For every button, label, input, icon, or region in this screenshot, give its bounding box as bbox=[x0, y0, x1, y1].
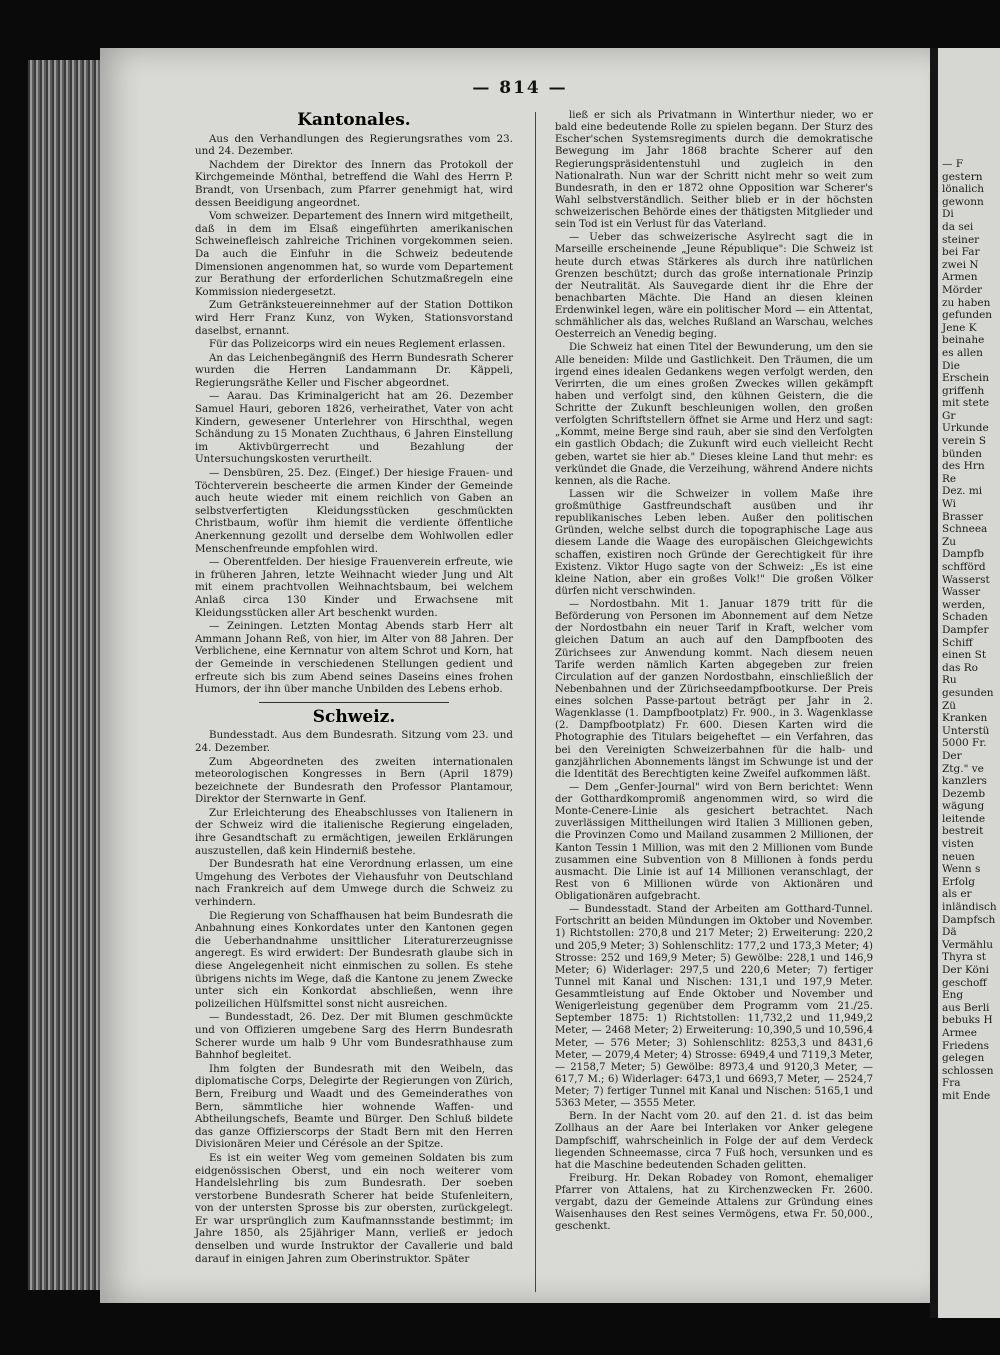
next-page-fragment: zu haben bbox=[942, 296, 991, 309]
next-page-fragment: Wenn s bbox=[942, 863, 981, 876]
kantonales-articles bbox=[195, 133, 513, 696]
left-column bbox=[195, 110, 513, 1266]
article-paragraph: — Dem „Genfer-Journal" wird von Bern berichtet: Wenn der Gotthardkompromiß angenommen wird, so wird die Monte-Cenere-Linie als gesichert betrachtet. Nach zuverlässigen Mittheilungen wird Italien 3 Millionen geben, die Provinzen Como und Mailand zusammen 2 Millionen, der Kanton Tessin 1 Million, was mit den 2 Millionen vom Bunde zusammen eine Subvention von 8 Millionen à fonds perdu ausmacht. Die Linie ist auf 14 Millionen veranschlagt, der Rest von 6 Millionen würde von Aktionären und Obligationären aufgebracht. bbox=[555, 781, 873, 902]
article-paragraph: Ihm folgten der Bundesrath mit den Weibeln, das diplomatische Corps, Delegirte der Regierungen von Zürich, Bern, Freiburg und Waadt und des Gemeinderathes von Bern, sämmtliche hier wohnende Waffen- und Abtheilungschefs, Beamte und Bürger. Den Schluß bildete das ganze Offizierscorps der Stadt Bern mit den Herren Divisionären Meier und Cérésole an der Spitze. bbox=[195, 1062, 513, 1151]
next-page-fragment: Gr bbox=[942, 409, 956, 422]
next-page-fragment: 5000 Fr. bbox=[942, 737, 987, 750]
next-page-fragment: Fra bbox=[942, 1077, 961, 1090]
next-page-fragments bbox=[938, 158, 1000, 1103]
article-paragraph: Zur Erleichterung des Eheabschlusses von Italienern in der Schweiz wird die italienische Regierung eingeladen, ihre Gesandtschaft zu ermächtigen, jeweilen Erklärungen auszustellen, daß kein Hinderniß bestehe. bbox=[195, 806, 513, 857]
article-paragraph: — Bundesstadt. Stand der Arbeiten am Gotthard-Tunnel. Fortschritt an beiden Mündungen im Oktober und November. 1) Richtstollen: 270,8 und 217 Meter; 2) Erweiterung: 220,2 und 205,9 Meter; 3) Sohlenschlitz: 177,2 und 173,3 Meter; 4) Strosse: 252 und 169,9 Meter; 5) Gewölbe: 228,1 und 146,9 Meter; 6) Widerlager: 297,5 und 220,6 Meter; 7) fertiger Tunnel mit Kanal und Nischen: 131,1 und 197,9 Meter. Gesammtleistung auf Ende Oktober und November und Wenigerleistung gegenüber dem Programm vom 21./25. September 1875: 1) Richtstollen: 11,732,2 und 11,949,2 Meter, — 2468 Meter; 2) Erweiterung: 10,390,5 und 10,596,4 Meter, — 576 Meter; 3) Sohlenschlitz: 8253,3 und 8431,6 Meter, — 2079,4 Meter; 4) Strosse: 6949,4 und 7119,3 Meter, — 2158,7 Meter; 5) Gewölbe: 8973,4 und 9120,3 Meter, — 617,7 M.; 6) Widerlager: 6473,1 und 6693,7 Meter, — 2524,7 Meter; 7) fertiger Tunnel mit Kanal und Nischen: 5165,1 und 5363 Meter, — 3555 Meter. bbox=[555, 904, 873, 1110]
next-page-fragment: werden, bbox=[942, 598, 986, 611]
next-page-fragment: des Hrn bbox=[942, 460, 985, 473]
next-page-fragment: bünden bbox=[942, 447, 982, 460]
next-page-fragment: Zü bbox=[942, 699, 957, 712]
next-page-fragment: Dampfb bbox=[942, 548, 984, 561]
article-paragraph: — Aarau. Das Kriminalgericht hat am 26. Dezember Samuel Hauri, geboren 1826, verheirathet, Vater von acht Kindern, gewesener Unterlehrer von Hirschthal, wegen Schändung zu 15 Monaten Zuchthaus, 6 Jahren Einstellung im Aktivbürgerrecht und Bezahlung der Untersuchungskosten verurtheilt. bbox=[195, 390, 513, 466]
next-page-fragment: gesunden bbox=[942, 686, 994, 699]
next-page-fragment: Thyra st bbox=[942, 951, 986, 964]
next-page-fragment: wägung bbox=[942, 800, 985, 813]
section-title-schweiz: Schweiz. bbox=[312, 706, 396, 727]
next-page-fragment: gelegen bbox=[942, 1052, 985, 1065]
article-paragraph: ließ er sich als Privatmann in Winterthur nieder, wo er bald eine bedeutende Rolle zu spielen begann. Der Sturz des Escher'schen Systemsregiments durch die demokratische Bewegung im Jahr 1868 brachte Scherer auf den Regierungspräsidentenstuhl und zugleich in den Nationalrath. Nun war der Schritt nicht mehr so weit zum Bundesrath, in den er 1872 ohne Opposition war Scherer's Wahl selbstverständlich. Seither blieb er in der höchsten schweizerischen Behörde eines der thätigsten Mitglieder und sein Tod ist ein Verlust für das Vaterland. bbox=[555, 110, 873, 231]
next-page-fragment: verein S bbox=[942, 435, 987, 448]
next-page-fragment: Brasser bbox=[942, 510, 984, 523]
article-paragraph: — Oberentfelden. Der hiesige Frauenverein erfreute, wie in früheren Jahren, letzte Weihnacht wieder Jung und Alt mit einem prachtvollen Weihnachtsbaum, bei welchem Anlaß circa 130 Kinder und Erwachsene mit Kleidungsstücken aller Art beschenkt wurden. bbox=[195, 556, 513, 619]
next-page-fragment: steiner bbox=[942, 233, 980, 246]
next-page-fragment: Erfolg bbox=[942, 875, 975, 888]
article-paragraph: Freiburg. Hr. Dekan Robadey von Romont, ehemaliger Pfarrer von Attalens, hat zu Kirchenzwecken Fr. 2600. vergabt, dazu der Gemeinde Attalens zur Gründung eines Waisenhauses den Rest seines Vermögens, etwa Fr. 50,000., geschenkt. bbox=[555, 1172, 873, 1233]
next-page-fragment: inländisch bbox=[942, 901, 997, 914]
next-page-fragment: Friedens bbox=[942, 1039, 989, 1052]
next-page-fragment: Wi bbox=[942, 498, 956, 511]
next-page-fragment: griffenh bbox=[942, 384, 985, 397]
section-title-kantonales: Kantonales. bbox=[297, 110, 411, 130]
next-page-fragment: leitende bbox=[942, 812, 986, 825]
next-page-fragment: lönalich bbox=[942, 183, 985, 196]
right-column-articles bbox=[555, 110, 873, 1234]
next-page-fragment: Dezemb bbox=[942, 787, 986, 800]
article-paragraph: Bundesstadt. Aus dem Bundesrath. Sitzung vom 23. und 24. Dezember. bbox=[195, 729, 513, 754]
next-page-fragment: Urkunde bbox=[942, 422, 989, 435]
next-page-fragment: Unterstü bbox=[942, 724, 990, 737]
next-page-fragment: gestern bbox=[942, 170, 983, 183]
next-page-fragment: einen St bbox=[942, 649, 987, 662]
next-page-fragment: gewonn bbox=[942, 195, 984, 208]
next-page-fragment: das Ro bbox=[942, 661, 978, 674]
next-page-fragment: schlossen bbox=[942, 1064, 994, 1077]
next-page-fragment: gefunden bbox=[942, 309, 993, 322]
next-page-fragment: Kranken bbox=[942, 712, 988, 725]
article-paragraph: Lassen wir die Schweizer in vollem Maße ihre großmüthige Gastfreundschaft ausüben und ihr republikanisches Leben leben. Außer den politischen Gründen, welche selbst durch die topographische Lage aus diesem Lande die Waage des europäischen Gleichgewichts schaffen, existiren noch Gründe der Gerechtigkeit für ihre Existenz. Viktor Hugo sagte von der Schweiz: „Es ist eine kleine Nation, aber ein großes Volk!" Die großen Völker dürfen nicht verschwinden. bbox=[555, 488, 873, 597]
next-page-fragment: Dampfsch bbox=[942, 913, 996, 926]
next-page-fragment: Wasserst bbox=[942, 573, 990, 586]
next-page-fragment: bestreit bbox=[942, 825, 984, 838]
next-page-fragment: Wasser bbox=[942, 586, 981, 599]
next-page-fragment: Armen bbox=[942, 271, 978, 284]
article-paragraph: — Densbüren, 25. Dez. (Eingef.) Der hiesige Frauen- und Töchterverein bescheerte die armen Kinder der Gemeinde auch heute wieder mit einem reichlich von Gaben an selbstverfertigten Kleidungsstücken geschmückten Christbaum, wofür ihm hiemit die verdiente öffentliche Anerkennung gezollt und derselbe dem Wohlwollen edler Menschenfreunde empfohlen wird. bbox=[195, 467, 513, 555]
next-page-fragment: geschoff bbox=[942, 976, 987, 989]
article-paragraph: — Bundesstadt, 26. Dez. Der mit Blumen geschmückte und von Offizieren umgebene Sarg des Herrn Bundesrath Scherer wurde um halb 9 Uhr vom Bundesrathhause zum Bahnhof begleitet. bbox=[195, 1011, 513, 1062]
next-page-edge bbox=[938, 48, 1000, 1318]
next-page-fragment: zwei N bbox=[942, 258, 979, 271]
article-paragraph: Der Bundesrath hat eine Verordnung erlassen, um eine Umgehung des Verbotes der Viehausfuhr von Deutschland nach Frankreich auf dem Umwege durch die Schweiz zu verhindern. bbox=[195, 858, 513, 909]
next-page-fragment: mit stete bbox=[942, 397, 990, 410]
next-page-fragment: da sei bbox=[942, 220, 974, 233]
article-paragraph: — Ueber das schweizerische Asylrecht sagt die in Marseille erscheinende „Jeune République": Die Schweiz ist heute durch etwas Stärkeres als durch ihre natürlichen Grenzen beschützt; durch das große internationale Prinzip der Neutralität. Als Sauvegarde dient ihr die Ehre der benachbarten Mächte. Die Hand an diesen kleinen Erdenwinkel legen, wäre ein politischer Mord — ein Attentat, schmählicher als das, welches Rußland an Warschau, welches Oesterreich an Venedig beging. bbox=[555, 232, 873, 341]
next-page-fragment: Di bbox=[942, 208, 954, 221]
next-page-fragment: bebuks H bbox=[942, 1014, 993, 1027]
newspaper-page bbox=[100, 48, 940, 1303]
next-page-fragment: Jene K bbox=[942, 321, 977, 334]
next-page-fragment: Mörder bbox=[942, 283, 983, 296]
column-divider bbox=[535, 112, 536, 1292]
schweiz-articles bbox=[195, 729, 513, 1265]
next-page-fragment: Dä bbox=[942, 926, 957, 939]
next-page-fragment: kanzlers bbox=[942, 775, 987, 788]
next-page-fragment: Erschein bbox=[942, 372, 990, 385]
article-paragraph: — Nordostbahn. Mit 1. Januar 1879 tritt für die Beförderung von Personen im Abonnement auf dem Netze der Nordostbahn ein neuer Tarif in Kraft, welcher vom gleichen Datum an auch auf den Dampfbooten des Zürichsees zur Anwendung kommt. Nach diesem neuen Tarife werden nämlich Karten abgegeben zur freien Circulation auf der ganzen Nordostbahn, einschließlich der Nebenbahnen und der Zürichseedampfbootkurse. Der Preis eines solchen Passe-partout beträgt per Jahr in 2. Wagenklasse (1. Dampfbootplatz) Fr. 900., in 3. Wagenklasse (2. Dampfbootplatz) Fr. 600. Diesen Karten wird die Photographie des Titulars beigeheftet — ein Verfahren, das bei den Vereinigten Schweizerbahnen für die halb- und ganzjährlichen Abonnements längst im Schwunge ist und der die Identität des Berechtigten keine Zweifel aufkommen läßt. bbox=[555, 599, 873, 780]
next-page-fragment: Dez. mi bbox=[942, 485, 983, 498]
next-page-fragment: Der Köni bbox=[942, 964, 989, 976]
article-paragraph: Die Regierung von Schaffhausen hat beim Bundesrath die Anbahnung eines Konkordates unter den Kantonen gegen die Ueberhandnahme unsittlicher Literaturerzeugnisse angeregt. Es wird erwidert: Der Bundesrath glaube sich in diese Angelegenheit nicht einmischen zu sollen. Es stehe übrigens nichts im Wege, daß die Kantone zu jenem Zwecke unter sich ein Konkordat abschließen, wenn ihre polizeilichen Hülfsmittel sonst nicht ausreichen. bbox=[195, 909, 513, 1010]
article-paragraph: Für das Polizeicorps wird ein neues Reglement erlassen. bbox=[209, 338, 506, 351]
next-page-fragment: visten bbox=[942, 838, 974, 851]
article-paragraph: Es ist ein weiter Weg vom gemeinen Soldaten bis zum eidgenössischen Oberst, und ein noch weiterer vom Handelslehrling bis zum Bundesrath. Der soeben verstorbene Bundesrath Scherer hat beide Stufenleitern, von der untersten Sprosse bis zur obersten, zurückgelegt. Er war ursprünglich zum Kaufmannsstande bestimmt; im Jahre 1850, als 25jähriger Mann, verließ er jedoch denselben und wurde Instruktor der Cavallerie und bald darauf in einigen Jahren zum Oberinstruktor. Später bbox=[195, 1151, 513, 1265]
next-page-fragment: Eng bbox=[942, 989, 964, 1002]
article-paragraph: Bern. In der Nacht vom 20. auf den 21. d. ist das beim Zollhaus an der Aare bei Interlaken vor Anker gelegene Dampfschiff, wahrscheinlich in Folge der auf dem Verdeck liegenden Schneemasse, circa 7 Fuß hoch, versunken und es hat die Maschine bedeutenden Schaden gelitten. bbox=[555, 1111, 873, 1171]
page-number: — 814 — bbox=[472, 78, 568, 98]
next-page-fragment: schfförd bbox=[942, 561, 986, 573]
next-page-fragment: Die bbox=[942, 359, 960, 372]
section-divider bbox=[259, 702, 450, 703]
next-page-fragment: mit Ende bbox=[942, 1089, 991, 1102]
next-page-fragment: — F bbox=[942, 158, 964, 170]
next-page-fragment: als er bbox=[942, 888, 972, 901]
next-page-fragment: Zu bbox=[942, 535, 957, 548]
next-page-fragment: Schneea bbox=[942, 523, 988, 536]
article-paragraph: Zum Getränksteuereinnehmer auf der Station Dottikon wird Herr Franz Kunz, von Wyken, Stationsvorstand daselbst, ernannt. bbox=[195, 299, 513, 337]
article-paragraph: An das Leichenbegängniß des Herrn Bundesrath Scherer wurden die Herren Landammann Dr. Käppeli, Regierungsräthe Keller und Fischer abgeordnet. bbox=[195, 351, 513, 389]
next-page-fragment: Armee bbox=[942, 1026, 977, 1039]
next-page-fragment: Vermählu bbox=[942, 938, 993, 951]
next-page-fragment: aus Berli bbox=[942, 1001, 990, 1014]
article-paragraph: Zum Abgeordneten des zweiten internationalen meteorologischen Kongresses in Bern (April 1879) bezeichnete der Bundesrath den Professor Plantamour, Direktor der Sternwarte in Genf. bbox=[195, 755, 513, 806]
next-page-fragment: Der bbox=[942, 749, 962, 762]
next-page-fragment: bei Far bbox=[942, 246, 980, 259]
article-paragraph: Vom schweizer. Departement des Innern wird mitgetheilt, daß in dem im Elsaß eingeführten amerikanischen Schweinefleisch zahlreiche Trichinen vorgekommen seien. Da auch die Einfuhr in die Schweiz bedeutende Dimensionen angenommen hat, so wurde vom Departement zur Berathung der erforderlichen Schutzmaßregeln eine Kommission niedergesetzt. bbox=[195, 210, 513, 298]
next-page-fragment: Re bbox=[942, 472, 957, 485]
article-paragraph: — Zeiningen. Letzten Montag Abends starb Herr alt Ammann Johann Reß, von hier, im Alter von 88 Jahren. Der Verblichene, eine Kernnatur von altem Schrot und Korn, hat der Gemeinde in verschiedenen Stellungen gedient und erfreute sich bis zum Abend seines Daseins eines frohen Humors, der ihn über manche Unbilden des Lebens erhob. bbox=[195, 620, 513, 696]
article-paragraph: Aus den Verhandlungen des Regierungsrathes vom 23. und 24. Dezember. bbox=[195, 132, 513, 158]
next-page-fragment: Dampfer bbox=[942, 623, 989, 636]
next-page-fragment: neuen bbox=[942, 850, 975, 863]
next-page-fragment: beinahe bbox=[942, 334, 985, 347]
next-page-fragment: es allen bbox=[942, 346, 983, 359]
next-page-fragment: Schaden bbox=[942, 611, 988, 624]
article-paragraph: Nachdem der Direktor des Innern das Protokoll der Kirchgemeinde Mönthal, betreffend die Wahl des Herrn P. Brandt, von Ursenbach, zum Pfarrer genehmigt hat, wird dessen Beeidigung angeordnet. bbox=[195, 158, 513, 209]
right-column bbox=[555, 110, 873, 1235]
next-page-fragment: Ru bbox=[942, 674, 957, 687]
next-page-fragment: Ztg." ve bbox=[942, 762, 984, 775]
article-paragraph: Die Schweiz hat einen Titel der Bewunderung, um den sie Alle beneiden: Milde und Gastlichkeit. Den Träumen, die um irgend eines idealen Gedankens wegen verfolgt werden, den Verirrten, die um eines großen Zweckes willen gekämpft haben und verfolgt sind, den kühnen Geistern, die die Schritte der Zukunft beschleunigen wollen, den großen verfolgten Schriftstellern öffnet sie Arme und Herz und sagt: „Kommt, meine Berge sind rauh, aber sie sind den Verfolgten ein gastlich Obdach; die Zukunft wird euch vielleicht Recht geben, wartet sie hier ab." Dieses kleine Land thut mehr: es verkündet die Gnade, die Verzeihung, während Andere nichts kennen, als die Rache. bbox=[555, 342, 873, 487]
next-page-fragment: Schiff bbox=[942, 636, 973, 649]
